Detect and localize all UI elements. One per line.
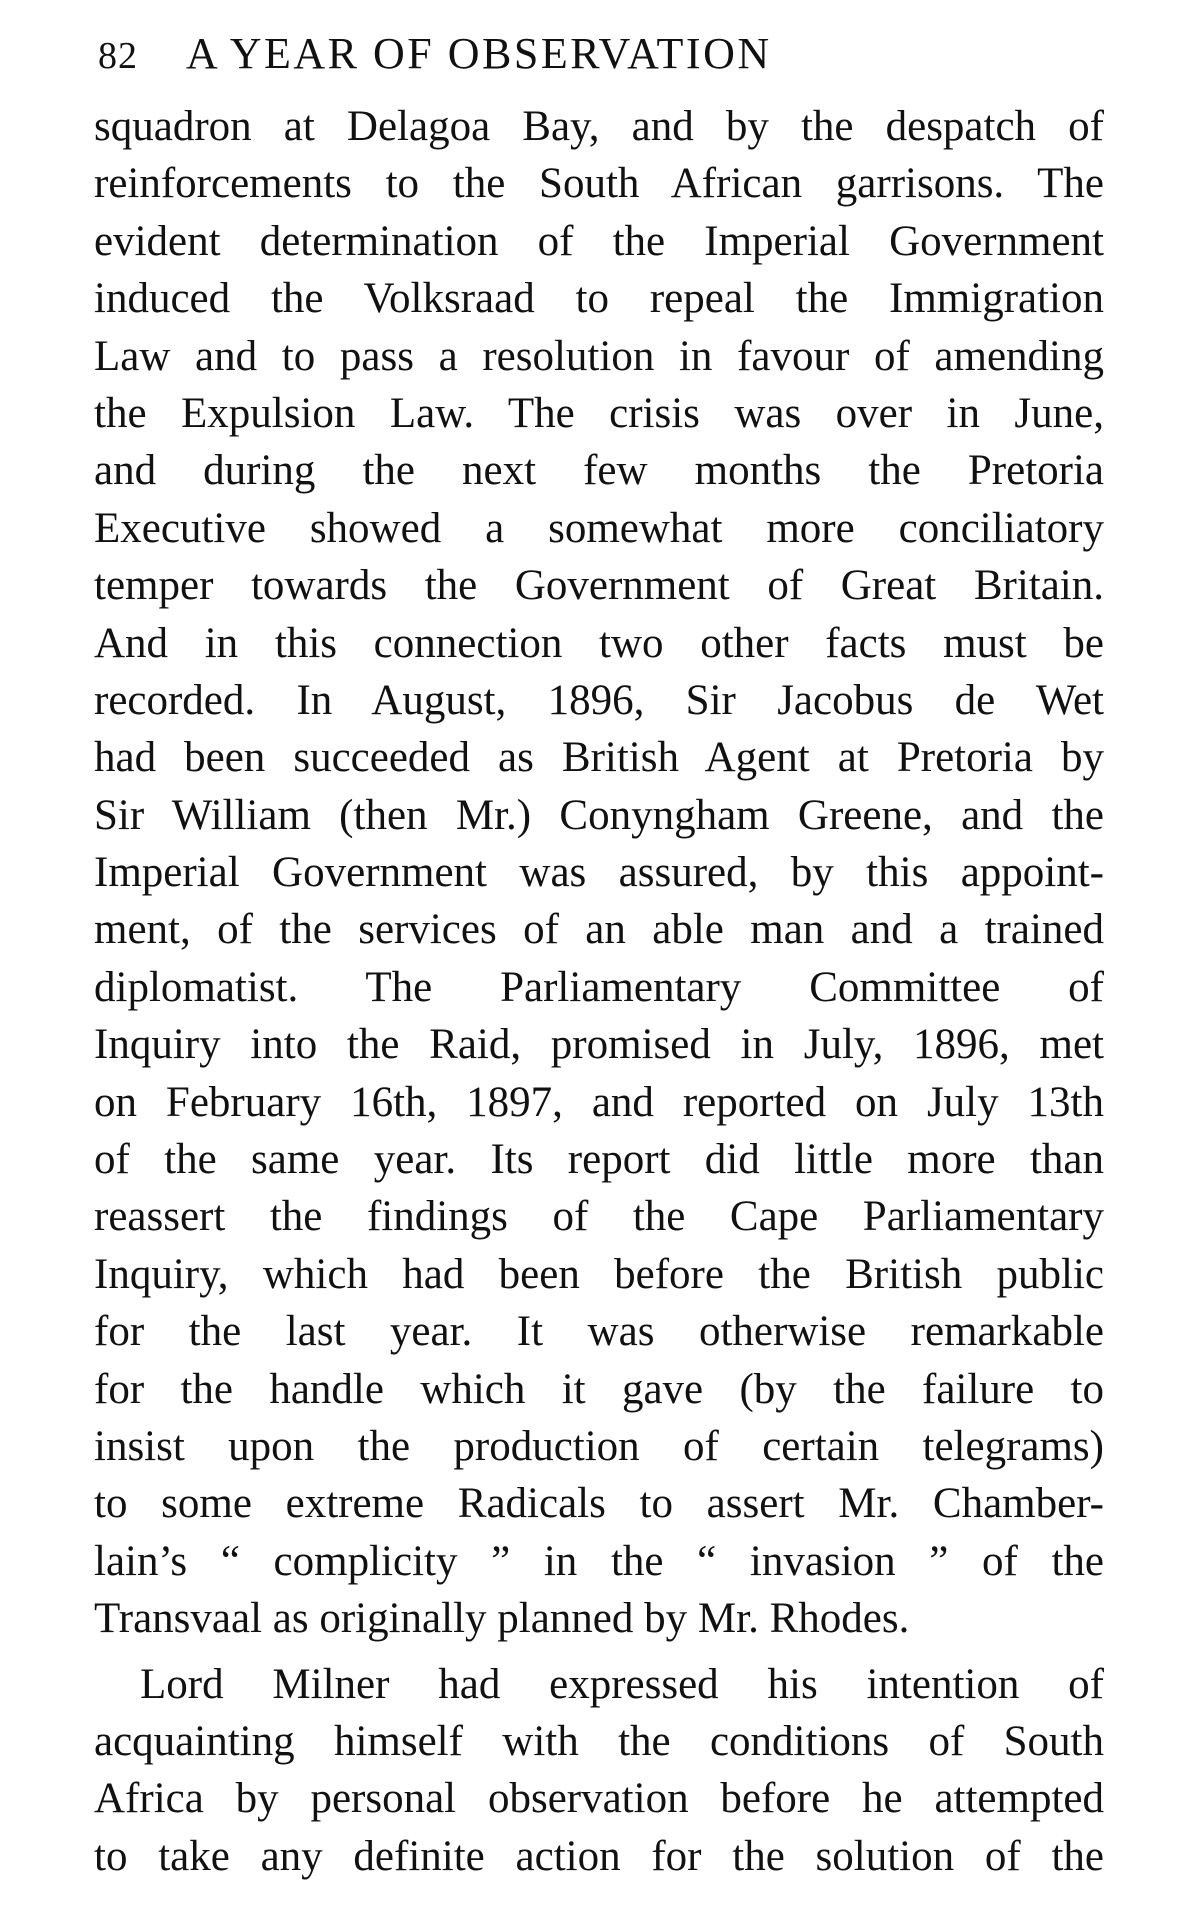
text-line: reinforcements to the South African garrisons. The bbox=[94, 160, 1104, 208]
text-line: ment, of the services of an able man and a trained bbox=[94, 906, 1104, 954]
body-text bbox=[94, 98, 1104, 1885]
text-line: recorded. In August, 1896, Sir Jacobus de Wet bbox=[94, 676, 1104, 724]
text-line: for the handle which it gave (by the failure to bbox=[94, 1365, 1104, 1413]
text-line: reassert the findings of the Cape Parliamentary bbox=[94, 1193, 1104, 1241]
text-line: Africa by personal observation before he attempted bbox=[94, 1775, 1104, 1823]
text-line: for the last year. It was otherwise remarkable bbox=[94, 1308, 1104, 1356]
text-line: to some extreme Radicals to assert Mr. Chamber- bbox=[94, 1480, 1104, 1528]
text-line: acquainting himself with the conditions of South bbox=[94, 1717, 1104, 1765]
text-line: Lord Milner had expressed his intention of bbox=[140, 1660, 1104, 1708]
page-number: 82 bbox=[98, 35, 138, 77]
paragraph bbox=[94, 1656, 1104, 1886]
text-line: and during the next few months the Pretoria bbox=[94, 447, 1104, 495]
paragraph bbox=[94, 98, 1104, 1648]
text-line: temper towards the Government of Great Britain. bbox=[94, 562, 1104, 610]
text-line: induced the Volksraad to repeal the Immigration bbox=[94, 275, 1104, 323]
text-line: Imperial Government was assured, by this appoint- bbox=[94, 849, 1104, 897]
text-line: to take any definite action for the solution of the bbox=[94, 1832, 1104, 1880]
text-line: squadron at Delagoa Bay, and by the despatch of bbox=[94, 103, 1104, 150]
text-line: And in this connection two other facts must be bbox=[94, 619, 1104, 667]
running-title: A YEAR OF OBSERVATION bbox=[186, 29, 772, 78]
text-line: Inquiry into the Raid, promised in July, 1896, met bbox=[94, 1021, 1104, 1069]
text-line: Inquiry, which had been before the British public bbox=[94, 1250, 1104, 1298]
text-line: had been succeeded as British Agent at Pretoria by bbox=[94, 734, 1104, 782]
text-line: lain’s “ complicity ” in the “ invasion ” of the bbox=[94, 1537, 1104, 1585]
text-line: diplomatist. The Parliamentary Committee of bbox=[94, 963, 1104, 1011]
text-line: Transvaal as originally planned by Mr. Rhodes. bbox=[94, 1595, 910, 1643]
text-line: Executive showed a somewhat more conciliatory bbox=[94, 504, 1104, 552]
paragraph-break bbox=[94, 1648, 1104, 1656]
text-line: the Expulsion Law. The crisis was over in June, bbox=[94, 389, 1104, 437]
text-line: evident determination of the Imperial Government bbox=[94, 217, 1104, 265]
running-head bbox=[98, 28, 1108, 88]
text-line: insist upon the production of certain telegrams) bbox=[94, 1422, 1104, 1470]
text-line: Sir William (then Mr.) Conyngham Greene, and the bbox=[94, 791, 1104, 839]
text-line: of the same year. Its report did little more than bbox=[94, 1136, 1104, 1184]
text-line: on February 16th, 1897, and reported on July 13th bbox=[94, 1078, 1104, 1126]
text-line: Law and to pass a resolution in favour of amending bbox=[94, 332, 1104, 380]
